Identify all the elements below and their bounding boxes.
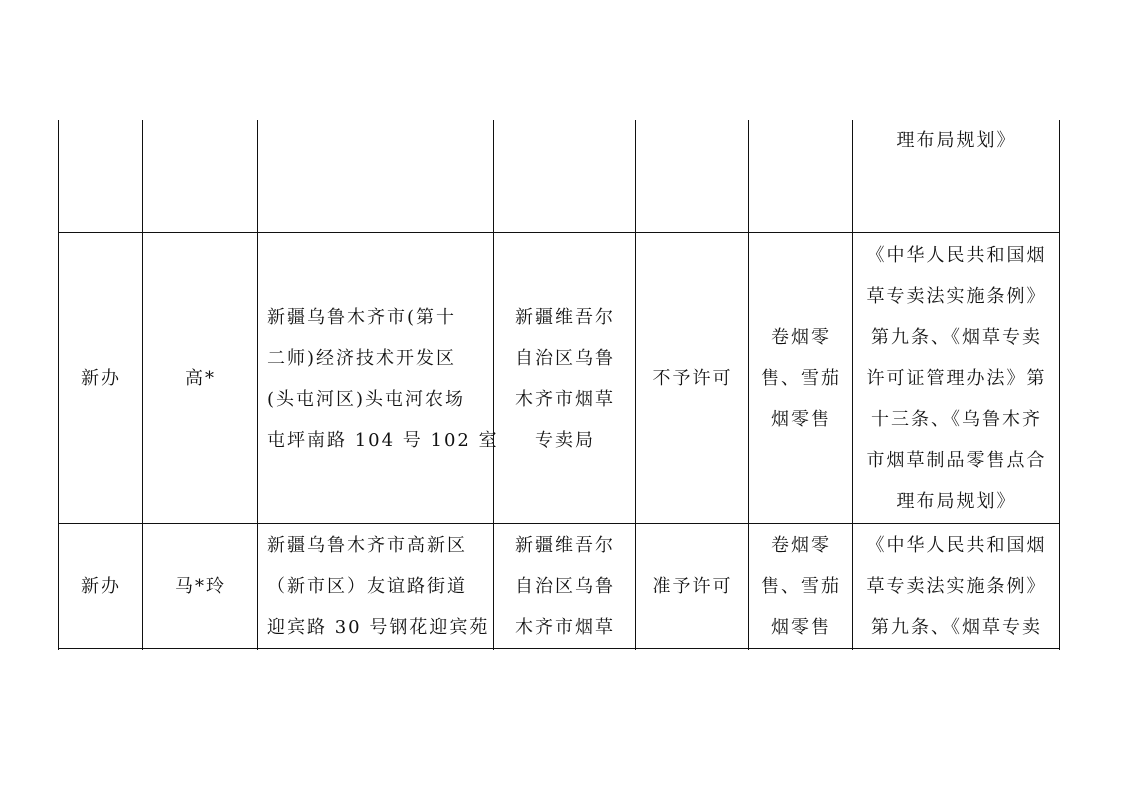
- table-row-2-agency: 新疆维吾尔 自治区乌鲁 木齐市烟草: [515, 535, 615, 638]
- table-row-1-decision: 不予许可: [652, 368, 733, 389]
- column-divider: [635, 120, 636, 650]
- table-row-1-address: 新疆乌鲁木齐市(第十 二师)经济技术开发区 (头屯河区)头屯河农场 屯坪南路 104 号 102 室: [267, 306, 499, 451]
- table-border-right: [1059, 120, 1060, 650]
- row-divider: [58, 232, 1060, 233]
- table-row-2-basis: 《中华人民共和国烟 草专卖法实施条例》 第九条、《烟草专卖: [866, 535, 1047, 638]
- column-divider: [257, 120, 258, 650]
- table-row-2-name: 马*玲: [175, 576, 226, 597]
- column-divider: [852, 120, 853, 650]
- table-row-0-basis: [854, 120, 1059, 232]
- column-divider: [748, 120, 749, 650]
- table-row-2-type: 新办: [81, 576, 121, 597]
- table-row-1-type: 新办: [81, 368, 121, 389]
- table-row-1-category: 卷烟零 售、雪茄 烟零售: [761, 327, 841, 430]
- basis-line: 理布局规划》: [896, 130, 1017, 151]
- table-row-2-decision: 准予许可: [652, 576, 733, 597]
- table-row-1-basis: 《中华人民共和国烟 草专卖法实施条例》 第九条、《烟草专卖 许可证管理办法》第 十三条、《乌鲁木齐 市烟草制品零售点合 理布局规划》: [866, 245, 1047, 512]
- license-table: [58, 120, 1060, 650]
- column-divider: [142, 120, 143, 650]
- table-border-left: [58, 120, 59, 650]
- table-row-2-address: 新疆乌鲁木齐市高新区 （新市区）友谊路街道 迎宾路 30 号钢花迎宾苑: [267, 535, 490, 638]
- row-divider: [58, 523, 1060, 524]
- table-row-1-name: 高*: [185, 368, 216, 389]
- table-row-2-category: 卷烟零 售、雪茄 烟零售: [761, 535, 841, 638]
- table-row-1-agency: 新疆维吾尔 自治区乌鲁 木齐市烟草 专卖局: [515, 306, 615, 451]
- table-border-bottom: [58, 648, 1060, 649]
- column-divider: [493, 120, 494, 650]
